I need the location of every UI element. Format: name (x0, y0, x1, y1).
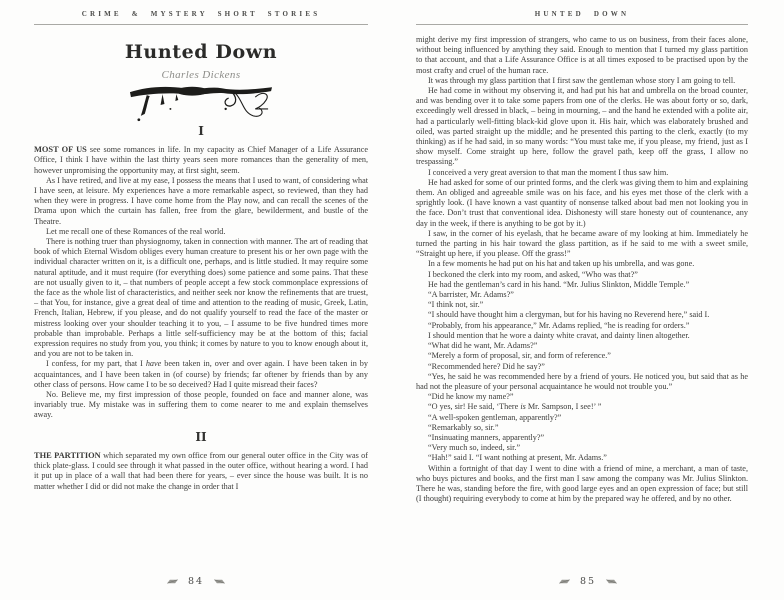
paragraph-text: I confess, for my part, that I (46, 359, 146, 369)
paragraph-text: I should mention that he wore a dainty white cravat, and dainty linen altogether. (428, 330, 690, 340)
paragraph-text: No. Believe me, my first impression of those people, founded on face and manner alone, was invariably true. My mistake was in suffering them to come nearer to me and explain themselves away. (34, 390, 368, 420)
paragraph (34, 359, 368, 390)
paragraph (416, 270, 748, 280)
paragraph-text: Mr. Sampson, I see!’ ” (525, 402, 602, 412)
paragraph (416, 341, 748, 351)
paragraph-text: “O yes, sir! He said, ‘There (428, 402, 521, 412)
paragraph (34, 451, 368, 492)
flourish-wrap (34, 84, 368, 124)
paragraph-text: He had come in without my observing it, and had put his hat and umbrella on the broad counter, and was bending over it to take some papers from one of the clerks. He was about forty or so, dark, exceedingly well dressed in black, – being in mourning, – and the hand he extended with a polite air, had a particularly well-fitting black-kid glove upon it. His hair, which was elaborately brushed and oiled, was parted straight up the middle; and he presented this parting to the clerk, exactly (to my thinking) as if he had said, in so many words: “You must take me, if you please, my friend, just as I show myself. Come straight up here, follow the gravel path, keep off the grass, I allow no trespassing.” (416, 86, 748, 167)
paragraph (416, 229, 748, 260)
header-rule (34, 24, 368, 25)
paragraph (416, 76, 748, 86)
paragraph-text: “Yes, he said he was recommended here by a friend of yours. He noticed you, but said that as he had not the pleasure of your personal acquaintance he would not trouble you.” (416, 371, 748, 391)
paragraph-text: There is nothing truer than physiognomy, taken in connection with manner. The art of reading that book of which Eternal Wisdom obliges every human creature to present his or her own page with the individual character written on it, is a difficult one, perhaps, and is little studied. It may require some natural aptitude, and it must require (for everything does) some patience and some pains. That these are not usually given to it, – that numbers of people accept a few stock commonplace expressions of the face as the whole list of characteristics, and neither seek nor know the refinements that are truest, – that You, for instance, give a great deal of time and attention to the reading of music, Greek, Latin, French, Italian, Hebrew, if you please, and do not qualify yourself to read the face of the master or mistress looking over your shoulder teaching it to you, – I assume to be five hundred times more probable than improbable. Perhaps a little self-sufficiency may be at the bottom of this; facial expression requires no study from you, you think; it comes by nature to you to know enough about it, and you are not to be taken in. (34, 237, 368, 359)
paragraph (416, 331, 748, 341)
header-rule (416, 24, 748, 25)
page-number: 84 (187, 576, 205, 587)
paragraph (416, 423, 748, 433)
paragraph-text: I conceived a very great aversion to that man the moment I thus saw him. (428, 167, 669, 177)
paragraph (34, 390, 368, 421)
paragraph (416, 362, 748, 372)
paragraph-lead: MOST OF US (34, 145, 87, 155)
paragraph (416, 433, 748, 443)
paragraph-text: Within a fortnight of that day I went to dine with a friend of mine, a merchant, a man of taste, who buys pictures and books, and the first man I saw among the company was Mr. Julius Slinkton. There he was, standing before the fire, with good large eyes and an open expression of face; but still (I thought) requiring everybody to come at him by the prepared way he offered, and by no other. (416, 463, 748, 504)
paragraph-text: As I have retired, and live at my ease, I possess the means that I used to want, of considering what I have seen, at leisure. My experiences have a more remarkable aspect, so reviewed, than they had when they were in progress. I have come home from the Play now, and can recall the scenes of the Drama upon which the curtain has fallen, free from the glare, bewilderment, and bustle of the Theatre. (34, 175, 368, 226)
right-page-body (416, 35, 748, 570)
paragraph-text: “Hah!” said I. “I want nothing at present, Mr. Adams.” (428, 453, 607, 463)
paragraph-text: “Did he know my name?” (428, 392, 514, 402)
paragraph-text: which separated my own office from our general outer office in the City was of thick plate-glass. I could see through it what passed in the outer office, without hearing a word. I had it put up in place of a wall that had been there for years, – ever since the house was built. It is no matter whether I did or did not make the change in order that I (34, 450, 368, 491)
paragraph-text: might derive my first impression of strangers, who came to us on business, from their faces alone, without being influenced by anything they said. Enough to mention that I turned my glass partition to that account, and that a Life Assurance Office is at all times exposed to be practised upon by the most crafty and cruel of the human race. (416, 35, 748, 75)
paragraph (416, 86, 748, 168)
right-page (392, 0, 784, 600)
paragraph-text: He had the gentleman’s card in his hand. “Mr. Julius Slinkton, Middle Temple.” (428, 279, 690, 289)
paragraph (416, 443, 748, 453)
paragraph (416, 464, 748, 505)
paragraph (416, 259, 748, 269)
paragraph-text: He had asked for some of our printed forms, and the clerk was giving them to him and explaining them. An obliged and agreeable smile was on his face, and his eyes met those of the clerk with a sprightly look. (I have known a vast quantity of nonsense talked about bad men not looking you in the face. Don’t trust that conventional idea. Dishonesty will stare honesty out of countenance, any day in the week, if there is anything to be got by it.) (416, 177, 748, 228)
paragraph (416, 392, 748, 402)
paragraph-text: “A well-spoken gentleman, apparently?” (428, 412, 562, 422)
left-page-body (34, 124, 368, 570)
paragraph (416, 310, 748, 320)
paragraph (416, 453, 748, 463)
paragraph-text: It was through my glass partition that I first saw the gentleman whose story I am going to tell. (428, 75, 736, 85)
leaf-ornament-left-icon (166, 578, 179, 585)
right-page-footer (392, 576, 784, 587)
paragraph-text: “Remarkably so, sir.” (428, 422, 499, 432)
paragraph-text: “Recommended here? Did he say?” (428, 361, 545, 371)
page-number: 85 (579, 576, 597, 587)
paragraph (416, 168, 748, 178)
paragraph (416, 413, 748, 423)
leaf-ornament-right-icon (605, 578, 618, 585)
title-block (34, 41, 368, 124)
running-head-right: HUNTED DOWN (534, 10, 630, 18)
paragraph-text: In a few moments he had put on his hat and taken up his umbrella, and was gone. (428, 259, 695, 269)
paragraph (416, 178, 748, 229)
paragraph (416, 402, 748, 412)
paragraph (34, 145, 368, 176)
story-title: Hunted Down (124, 41, 278, 63)
paragraph-text: “A barrister, Mr. Adams?” (428, 290, 514, 300)
paragraph (34, 227, 368, 237)
paragraph-text: “Merely a form of proposal, sir, and form of reference.” (428, 351, 611, 361)
paragraph-text: I beckoned the clerk into my room, and asked, “Who was that?” (428, 269, 638, 279)
section-heading: I (198, 124, 204, 138)
paragraph (416, 351, 748, 361)
paragraph-text: is (520, 402, 526, 412)
leaf-ornament-left-icon (558, 578, 571, 585)
paragraph (416, 280, 748, 290)
paragraph-text: “I think not, sir.” (428, 300, 484, 310)
paragraph-text: have (145, 359, 162, 369)
paragraph-lead: THE PARTITION (34, 450, 101, 460)
author-name: Charles Dickens (161, 69, 241, 81)
paragraph (416, 372, 748, 392)
running-head-left: CRIME & MYSTERY SHORT STORIES (81, 10, 321, 18)
paragraph (416, 300, 748, 310)
left-page-footer (0, 576, 392, 587)
paragraph-text: “What did he want, Mr. Adams?” (428, 341, 538, 351)
paragraph (416, 321, 748, 331)
paragraph (34, 176, 368, 227)
paragraph (416, 290, 748, 300)
paragraph-text: “Very much so, indeed, sir.” (428, 443, 521, 453)
paragraph-text: see some romances in life. In my capacity as Chief Manager of a Life Assurance Office, I think I have within the last thirty years seen more romances than the generality of men, however unpromising the opportunity may, at first sight, seem. (34, 145, 368, 175)
paragraph-text: “I should have thought him a clergyman, but for his having no Reverend here,” said I. (428, 310, 710, 320)
paragraph (34, 237, 368, 359)
ink-flourish-ornament-icon (127, 84, 275, 124)
paragraph (416, 35, 748, 76)
paragraph-text: “Probably, from his appearance,” Mr. Adams replied, “he is reading for orders.” (428, 320, 690, 330)
section-heading: II (195, 429, 207, 444)
paragraph-text: Let me recall one of these Romances of the real world. (46, 226, 226, 236)
paragraph-text: “Insinuating manners, apparently?” (428, 432, 545, 442)
paragraph-text: been taken in, over and over again. I have been taken in by acquaintances, and I have been taken in (of course) by friends; far oftener by friends than by any other class of persons. How came I to be so deceived? Had I quite misread their faces? (34, 359, 368, 389)
leaf-ornament-right-icon (213, 578, 226, 585)
paragraph-text: I saw, in the corner of his eyelash, that he became aware of my looking at him. Immediately he turned the parting in his hair toward the glass partition, as if he said to me with a sweet smile, “Straight up here, if you please. Off the grass!” (416, 228, 748, 259)
